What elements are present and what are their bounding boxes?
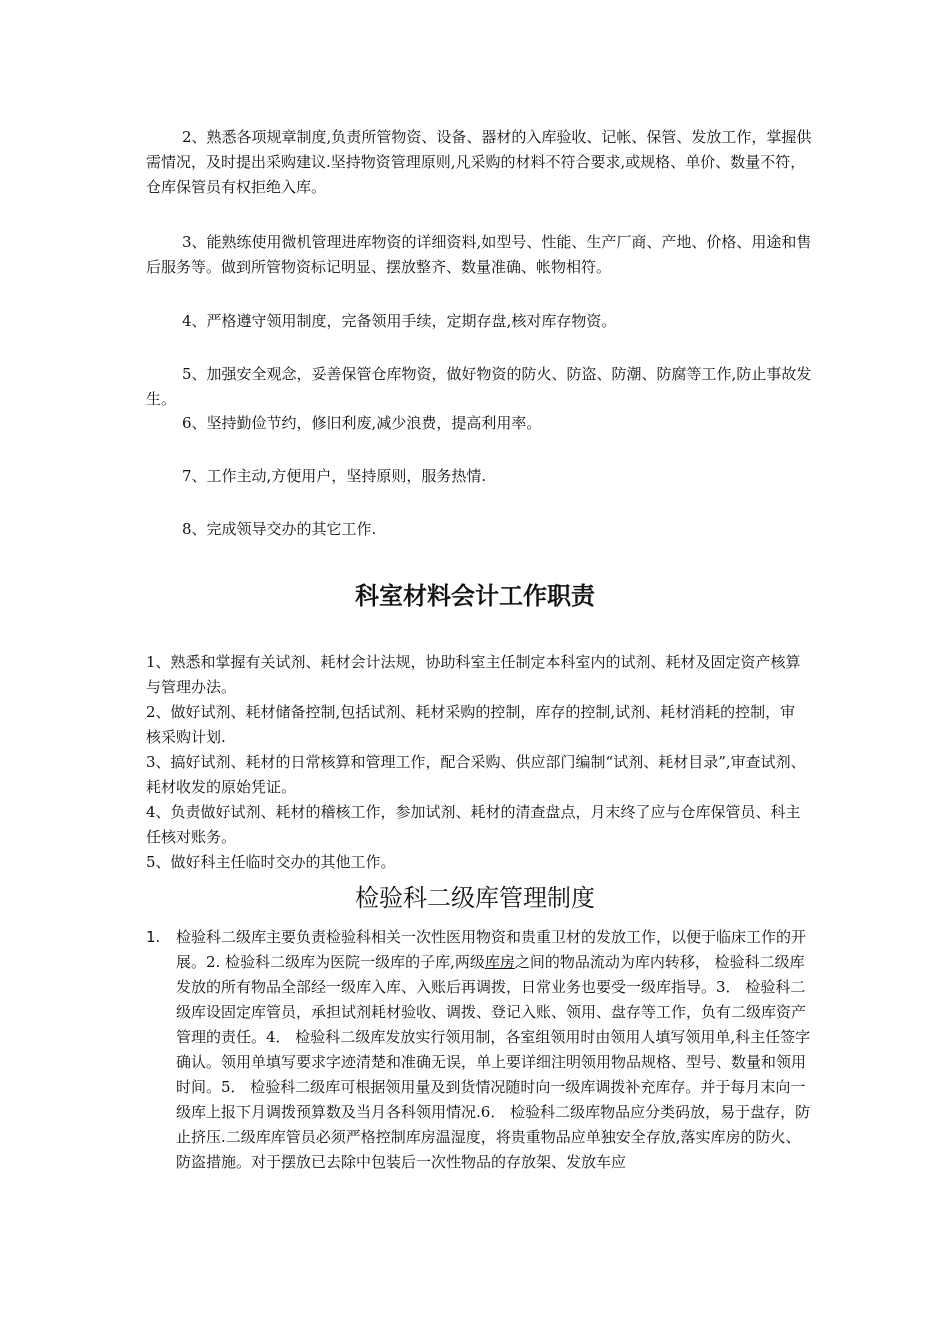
list-number: 1. [146, 928, 161, 946]
accountant-duty-3: 3、搞好试剂、耗材的日常核算和管理工作，配合采购、供应部门编制“试剂、耗材目录”,审查试剂、耗材收发的原始凭证。 [146, 753, 806, 796]
storeroom-link[interactable]: 库房 [484, 953, 515, 971]
warehouse-duty-6: 6、坚持勤俭节约，修旧利废,减少浪费，提高利用率。 [182, 414, 542, 432]
section-title-accountant: 科室材料会计工作职责 [355, 582, 595, 610]
section-title-secondary-warehouse: 检验科二级库管理制度 [355, 884, 595, 912]
secondary-warehouse-rules [176, 925, 812, 1175]
rules-text-part2: 之间的物品流动为库内转移， 检验科二级库发放的所有物品全部经一级库入库、入账后再调拨，日常业务也要受一级库指导。3． 检验科二级库设固定库管员，承担试剂耗材验收、调拨、登记入账、领用、盘存等工作，负有二级库资产管理的责任。4． 检验科二级库发放实行领用制，各室组领用时由领用人填写领用单,科主任签字确认。领用单填写要求字迹清楚和准确无误，单上要详细注明领用物品规格、型号、数量和领用时间。5． 检验科二级库可根据领用量及到货情况随时向一级库调拨补充库存。并于每月末向一级库上报下月调拨预算数及当月各科领用情况.6． 检验科二级库物品应分类码放，易于盘存，防止挤压.二级库库管员必须严格控制库房温湿度，将贵重物品应单独安全存放,落实库房的防火、防盗措施。对于摆放已去除中包装后一次性物品的存放架、发放车应 [176, 953, 811, 1171]
warehouse-duty-4: 4、严格遵守领用制度，完备领用手续，定期存盘,核对库存物资。 [182, 312, 617, 330]
accountant-duty-5: 5、做好科主任临时交办的其他工作。 [146, 853, 396, 871]
accountant-duty-4: 4、负责做好试剂、耗材的稽核工作，参加试剂、耗材的清查盘点，月末终了应与仓库保管员、科主任核对账务。 [146, 803, 801, 846]
warehouse-duty-2: 2、熟悉各项规章制度,负责所管物资、设备、器材的入库验收、记帐、保管、发放工作，掌握供需情况，及时提出采购建议.坚持物资管理原则,凡采购的材料不符合要求,或规格、单价、数量不符，仓库保管员有权拒绝入库。 [146, 128, 812, 196]
accountant-duty-1: 1、熟悉和掌握有关试剂、耗材会计法规，协助科室主任制定本科室内的试剂、耗材及固定资产核算与管理办法。 [146, 653, 801, 696]
warehouse-duty-7: 7、工作主动,方便用户，坚持原则，服务热情. [182, 467, 487, 485]
warehouse-duty-8: 8、完成领导交办的其它工作. [182, 520, 377, 538]
warehouse-duty-5: 5、加强安全观念，妥善保管仓库物资，做好物资的防火、防盗、防潮、防腐等工作,防止事故发生。 [146, 365, 812, 408]
rules-text-part1: 检验科二级库主要负责检验科相关一次性医用物资和贵重卫材的发放工作，以便于临床工作的开展。2. 检验科二级库为医院一级库的子库,两级 [176, 928, 807, 971]
warehouse-duty-3: 3、能熟练使用微机管理进库物资的详细资料,如型号、性能、生产厂商、产地、价格、用途和售后服务等。做到所管物资标记明显、摆放整齐、数量准确、帐物相符。 [146, 233, 812, 276]
accountant-duty-2: 2、做好试剂、耗材储备控制,包括试剂、耗材采购的控制，库存的控制,试剂、耗材消耗的控制，审核采购计划. [146, 703, 796, 746]
